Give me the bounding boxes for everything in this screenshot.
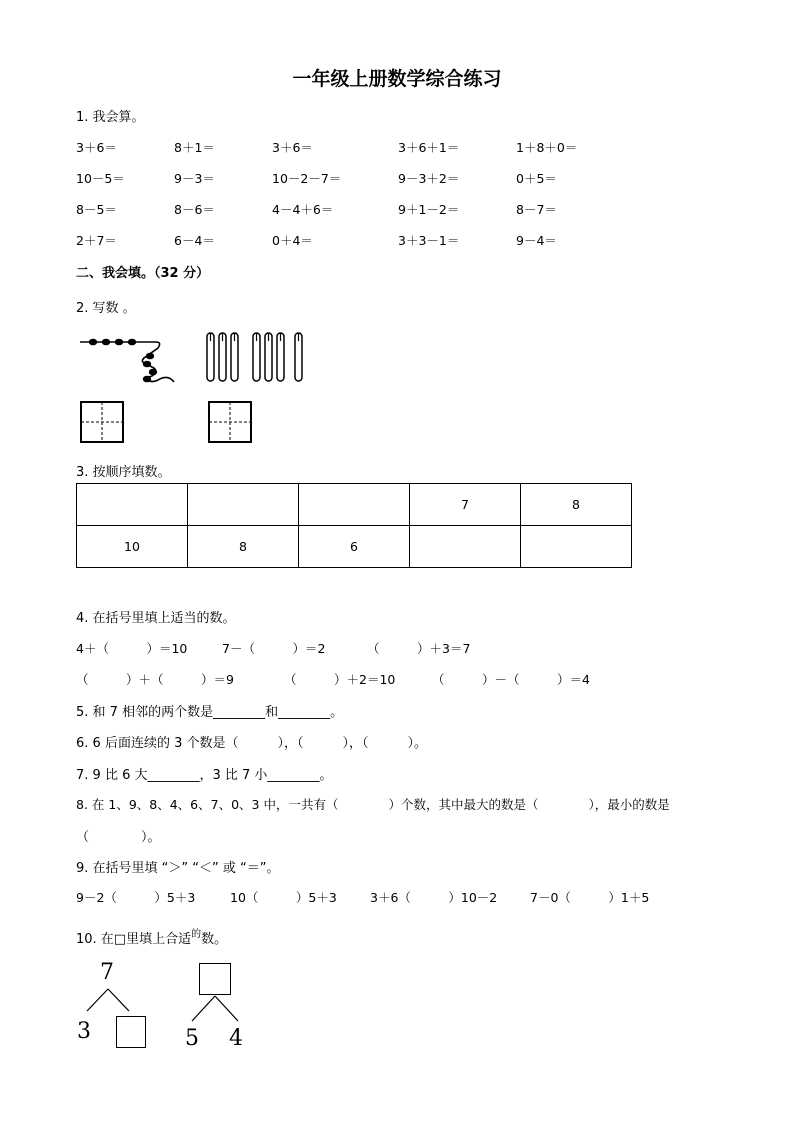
table-cell: 10 (77, 526, 188, 568)
table-cell[interactable] (188, 484, 299, 526)
calc-item: 9－4＝ (516, 233, 557, 248)
question-8-line-1: 8. 在 1、9、8、4、6、7、0、3 中，一共有（ ）个数，其中最大的数是（ ），最小的数是 (76, 797, 670, 812)
calc-item: 2＋7＝ (76, 233, 117, 248)
tree-2-branches (188, 995, 242, 1023)
calc-item: 9＋1－2＝ (398, 202, 460, 217)
compare-item: 7－0（ ）1＋5 (530, 890, 650, 905)
section-2-heading: 二、我会填。（32 分） (76, 266, 210, 281)
table-cell[interactable] (299, 484, 410, 526)
fill-item: 4＋（ ）＝10 (76, 641, 188, 656)
fill-item: （ ）＋2＝10 (284, 672, 396, 687)
table-row (77, 484, 632, 526)
calc-item: 8－5＝ (76, 202, 117, 217)
question-5: 5. 和 7 相邻的两个数是________和________。 (76, 705, 344, 720)
fill-item: （ ）＋（ ）＝9 (76, 672, 234, 687)
question-10-label-small: 的 (191, 929, 202, 940)
counting-sticks-illustration (205, 331, 311, 383)
calc-item: 10－5＝ (76, 171, 125, 186)
sequence-table (76, 483, 632, 568)
calc-item: 4－4＋6＝ (272, 202, 334, 217)
calc-item: 9－3＋2＝ (398, 171, 460, 186)
question-10-label (76, 928, 227, 947)
calc-item: 1＋8＋0＝ (516, 140, 578, 155)
question-8-line-2: （ ）。 (76, 830, 161, 845)
question-10-label-end: 数。 (201, 932, 228, 947)
question-1-label: 1. 我会算。 (76, 110, 145, 125)
tree-2-right-number: 4 (229, 1026, 243, 1051)
calc-item: 10－2－7＝ (272, 171, 342, 186)
calc-item: 3＋6＝ (272, 140, 313, 155)
table-cell: 7 (410, 484, 521, 526)
calc-item: 3＋6＝ (76, 140, 117, 155)
table-cell: 6 (299, 526, 410, 568)
question-10-label-text: 10. 在□里填上合适 (76, 932, 192, 947)
tree-1-left-number: 3 (77, 1019, 91, 1044)
calc-item: 3＋3－1＝ (398, 233, 460, 248)
table-cell[interactable] (410, 526, 521, 568)
answer-box-1[interactable] (80, 401, 124, 443)
fill-item: （ ）＋3＝7 (367, 641, 471, 656)
table-cell[interactable] (521, 526, 632, 568)
page-title: 一年级上册数学综合练习 (292, 68, 502, 90)
question-2-label: 2. 写数 。 (76, 301, 136, 316)
tree-1-answer-box[interactable] (116, 1016, 146, 1048)
question-9-label: 9. 在括号里填 “＞” “＜” 或 “＝”。 (76, 861, 280, 876)
table-row (77, 526, 632, 568)
table-cell: 8 (521, 484, 632, 526)
calc-item: 8－7＝ (516, 202, 557, 217)
calc-item: 8－6＝ (174, 202, 215, 217)
compare-item: 10（ ）5＋3 (230, 890, 337, 905)
calc-item: 0＋5＝ (516, 171, 557, 186)
bead-string-illustration (76, 330, 176, 390)
fill-item: 7－（ ）＝2 (222, 641, 326, 656)
calc-item: 0＋4＝ (272, 233, 313, 248)
calc-item: 6－4＝ (174, 233, 215, 248)
table-cell: 8 (188, 526, 299, 568)
question-6: 6. 6 后面连续的 3 个数是（ ），（ ），（ ）。 (76, 736, 427, 751)
question-3-label: 3. 按顺序填数。 (76, 465, 171, 480)
tree-1-branches (84, 987, 134, 1013)
question-7: 7. 9 比 6 大________，3 比 7 小________。 (76, 768, 333, 783)
answer-box-2[interactable] (208, 401, 252, 443)
tree-1-top-number: 7 (100, 960, 114, 985)
compare-item: 9－2（ ）5＋3 (76, 890, 196, 905)
question-4-label: 4. 在括号里填上适当的数。 (76, 611, 236, 626)
fill-item: （ ）－（ ）＝4 (432, 672, 590, 687)
tree-2-answer-box[interactable] (199, 963, 231, 995)
calc-item: 3＋6＋1＝ (398, 140, 460, 155)
calc-item: 9－3＝ (174, 171, 215, 186)
tree-2-left-number: 5 (185, 1026, 199, 1051)
table-cell[interactable] (77, 484, 188, 526)
compare-item: 3＋6（ ）10－2 (370, 890, 498, 905)
calc-item: 8＋1＝ (174, 140, 215, 155)
